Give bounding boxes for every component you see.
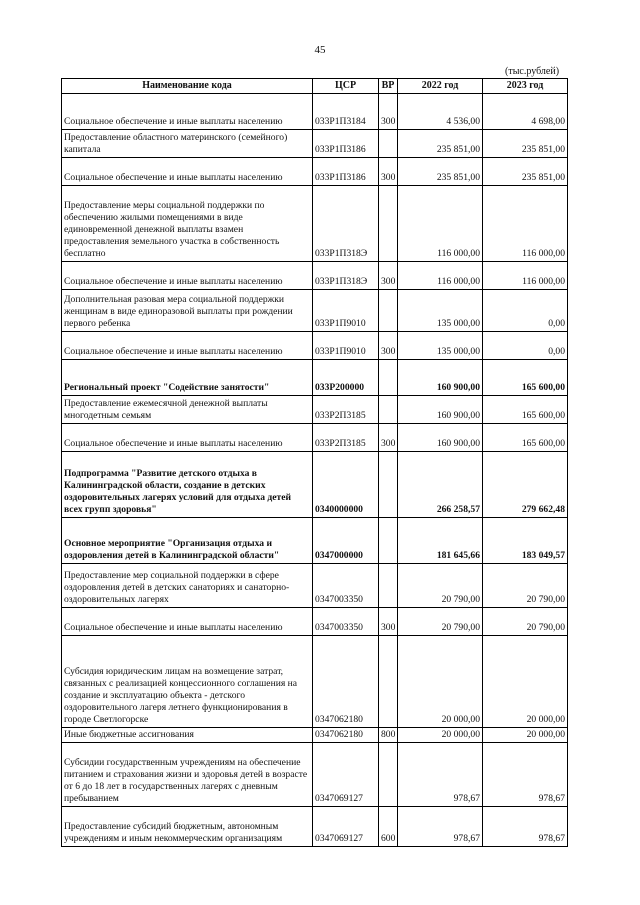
table-row: [62, 130, 568, 158]
row-value-2023: 165 600,00: [483, 396, 568, 424]
table-row: [62, 262, 568, 290]
row-value-2023: 978,67: [483, 807, 568, 847]
row-code: 0347069127: [313, 807, 379, 847]
row-value-2023: 20 790,00: [483, 608, 568, 636]
table-header-row: [62, 79, 568, 94]
row-name: Предоставление меры социальной поддержки по обеспечению жилыми помещениями в виде единовременной денежной выплаты взамен предоставления земельного участка в собственность бесплатно: [62, 186, 313, 262]
row-name: Предоставление мер социальной поддержки в сфере оздоровления детей в детских санаториях и санаторно-оздоровительных лагерях: [62, 564, 313, 608]
row-value-2023: 235 851,00: [483, 158, 568, 186]
row-value-2023: 20 000,00: [483, 636, 568, 728]
row-name: Социальное обеспечение и иные выплаты населению: [62, 424, 313, 452]
row-value-2022: 160 900,00: [398, 424, 483, 452]
row-value-2022: 266 258,57: [398, 452, 483, 518]
row-code: 0347000000: [313, 518, 379, 564]
row-vr: 300: [379, 94, 398, 130]
header-2023: 2023 год: [483, 79, 568, 94]
row-value-2022: 978,67: [398, 807, 483, 847]
table-row: [62, 396, 568, 424]
row-value-2022: 116 000,00: [398, 186, 483, 262]
row-code: 033Р200000: [313, 360, 379, 396]
header-2022: 2022 год: [398, 79, 483, 94]
row-code: 033Р2П3185: [313, 424, 379, 452]
table-row: [62, 186, 568, 262]
row-code: 0347003350: [313, 608, 379, 636]
row-name: Социальное обеспечение и иные выплаты населению: [62, 608, 313, 636]
header-name: Наименование кода: [62, 79, 313, 94]
table-row: [62, 94, 568, 130]
row-value-2023: 0,00: [483, 332, 568, 360]
row-vr: 300: [379, 332, 398, 360]
row-value-2022: 235 851,00: [398, 158, 483, 186]
row-name: Социальное обеспечение и иные выплаты населению: [62, 332, 313, 360]
row-name: Социальное обеспечение и иные выплаты населению: [62, 262, 313, 290]
row-vr: 300: [379, 262, 398, 290]
row-value-2023: 20 000,00: [483, 728, 568, 743]
table-row: [62, 743, 568, 807]
row-value-2022: 20 000,00: [398, 636, 483, 728]
row-name: Региональный проект "Содействие занятости": [62, 360, 313, 396]
row-value-2022: 20 000,00: [398, 728, 483, 743]
row-name: Субсидия юридическим лицам на возмещение затрат, связанных с реализацией концессионного соглашения на создание и эксплуатацию объекта - детского оздоровительного лагеря летнего функционирования в городе Светлогорске: [62, 636, 313, 728]
units-label: (тыс.рублей): [505, 66, 560, 77]
table-row: [62, 564, 568, 608]
row-vr: [379, 743, 398, 807]
row-code: 033Р2П3185: [313, 396, 379, 424]
row-value-2022: 978,67: [398, 743, 483, 807]
row-vr: [379, 290, 398, 332]
row-vr: [379, 452, 398, 518]
row-code: 033Р1П3186: [313, 158, 379, 186]
row-value-2022: 135 000,00: [398, 290, 483, 332]
row-code: 0340000000: [313, 452, 379, 518]
row-value-2022: 135 000,00: [398, 332, 483, 360]
table-row: [62, 452, 568, 518]
row-value-2023: 116 000,00: [483, 262, 568, 290]
row-code: 033Р1П318Э: [313, 186, 379, 262]
row-value-2023: 4 698,00: [483, 94, 568, 130]
row-name: Социальное обеспечение и иные выплаты населению: [62, 94, 313, 130]
row-vr: 300: [379, 608, 398, 636]
row-name: Подпрограмма "Развитие детского отдыха в Калининградской области, создание в детских оздоровительных лагерях условий для отдыха детей всех групп здоровья": [62, 452, 313, 518]
row-code: 033Р1П3184: [313, 94, 379, 130]
row-value-2022: 20 790,00: [398, 608, 483, 636]
row-value-2022: 4 536,00: [398, 94, 483, 130]
row-name: Основное мероприятие "Организация отдыха и оздоровления детей в Калининградской области": [62, 518, 313, 564]
row-name: Предоставление ежемесячной денежной выплаты многодетным семьям: [62, 396, 313, 424]
row-code: 0347062180: [313, 728, 379, 743]
row-name: Предоставление областного материнского (семейного) капитала: [62, 130, 313, 158]
row-value-2023: 279 662,48: [483, 452, 568, 518]
row-vr: [379, 518, 398, 564]
row-vr: 300: [379, 158, 398, 186]
row-vr: [379, 564, 398, 608]
row-value-2023: 235 851,00: [483, 130, 568, 158]
row-vr: 800: [379, 728, 398, 743]
row-vr: [379, 360, 398, 396]
row-name: Субсидии государственным учреждениям на обеспечение питанием и страхования жизни и здоровья детей в возрасте от 6 до 18 лет в государственных лагерях с дневным пребыванием: [62, 743, 313, 807]
row-code: 0347069127: [313, 743, 379, 807]
row-code: 0347062180: [313, 636, 379, 728]
page-number: 45: [314, 44, 326, 56]
row-value-2023: 165 600,00: [483, 424, 568, 452]
table-row: [62, 290, 568, 332]
table-row: [62, 728, 568, 743]
table-row: [62, 360, 568, 396]
row-value-2023: 116 000,00: [483, 186, 568, 262]
row-name: Предоставление субсидий бюджетным, автономным учреждениям и иным некоммерческим организациям: [62, 807, 313, 847]
row-code: 033Р1П9010: [313, 332, 379, 360]
row-value-2023: 165 600,00: [483, 360, 568, 396]
row-vr: 600: [379, 807, 398, 847]
table-row: [62, 807, 568, 847]
row-value-2022: 235 851,00: [398, 130, 483, 158]
table-row: [62, 518, 568, 564]
header-vr: ВР: [379, 79, 398, 94]
row-value-2023: 20 790,00: [483, 564, 568, 608]
row-value-2023: 0,00: [483, 290, 568, 332]
table-row: [62, 332, 568, 360]
row-name: Социальное обеспечение и иные выплаты населению: [62, 158, 313, 186]
row-code: 033Р1П3186: [313, 130, 379, 158]
row-vr: [379, 396, 398, 424]
row-vr: [379, 130, 398, 158]
row-value-2022: 160 900,00: [398, 396, 483, 424]
row-code: 033Р1П9010: [313, 290, 379, 332]
row-value-2023: 978,67: [483, 743, 568, 807]
header-csr: ЦСР: [313, 79, 379, 94]
table-row: [62, 636, 568, 728]
table-row: [62, 424, 568, 452]
row-value-2022: 160 900,00: [398, 360, 483, 396]
row-code: 0347003350: [313, 564, 379, 608]
row-value-2023: 183 049,57: [483, 518, 568, 564]
row-value-2022: 20 790,00: [398, 564, 483, 608]
budget-table: [61, 78, 568, 847]
row-vr: [379, 636, 398, 728]
row-name: Дополнительная разовая мера социальной поддержки женщинам в виде единоразовой выплаты при рождении первого ребенка: [62, 290, 313, 332]
row-vr: 300: [379, 424, 398, 452]
row-value-2022: 116 000,00: [398, 262, 483, 290]
row-code: 033Р1П318Э: [313, 262, 379, 290]
row-name: Иные бюджетные ассигнования: [62, 728, 313, 743]
table-row: [62, 608, 568, 636]
row-value-2022: 181 645,66: [398, 518, 483, 564]
table-row: [62, 158, 568, 186]
row-vr: [379, 186, 398, 262]
